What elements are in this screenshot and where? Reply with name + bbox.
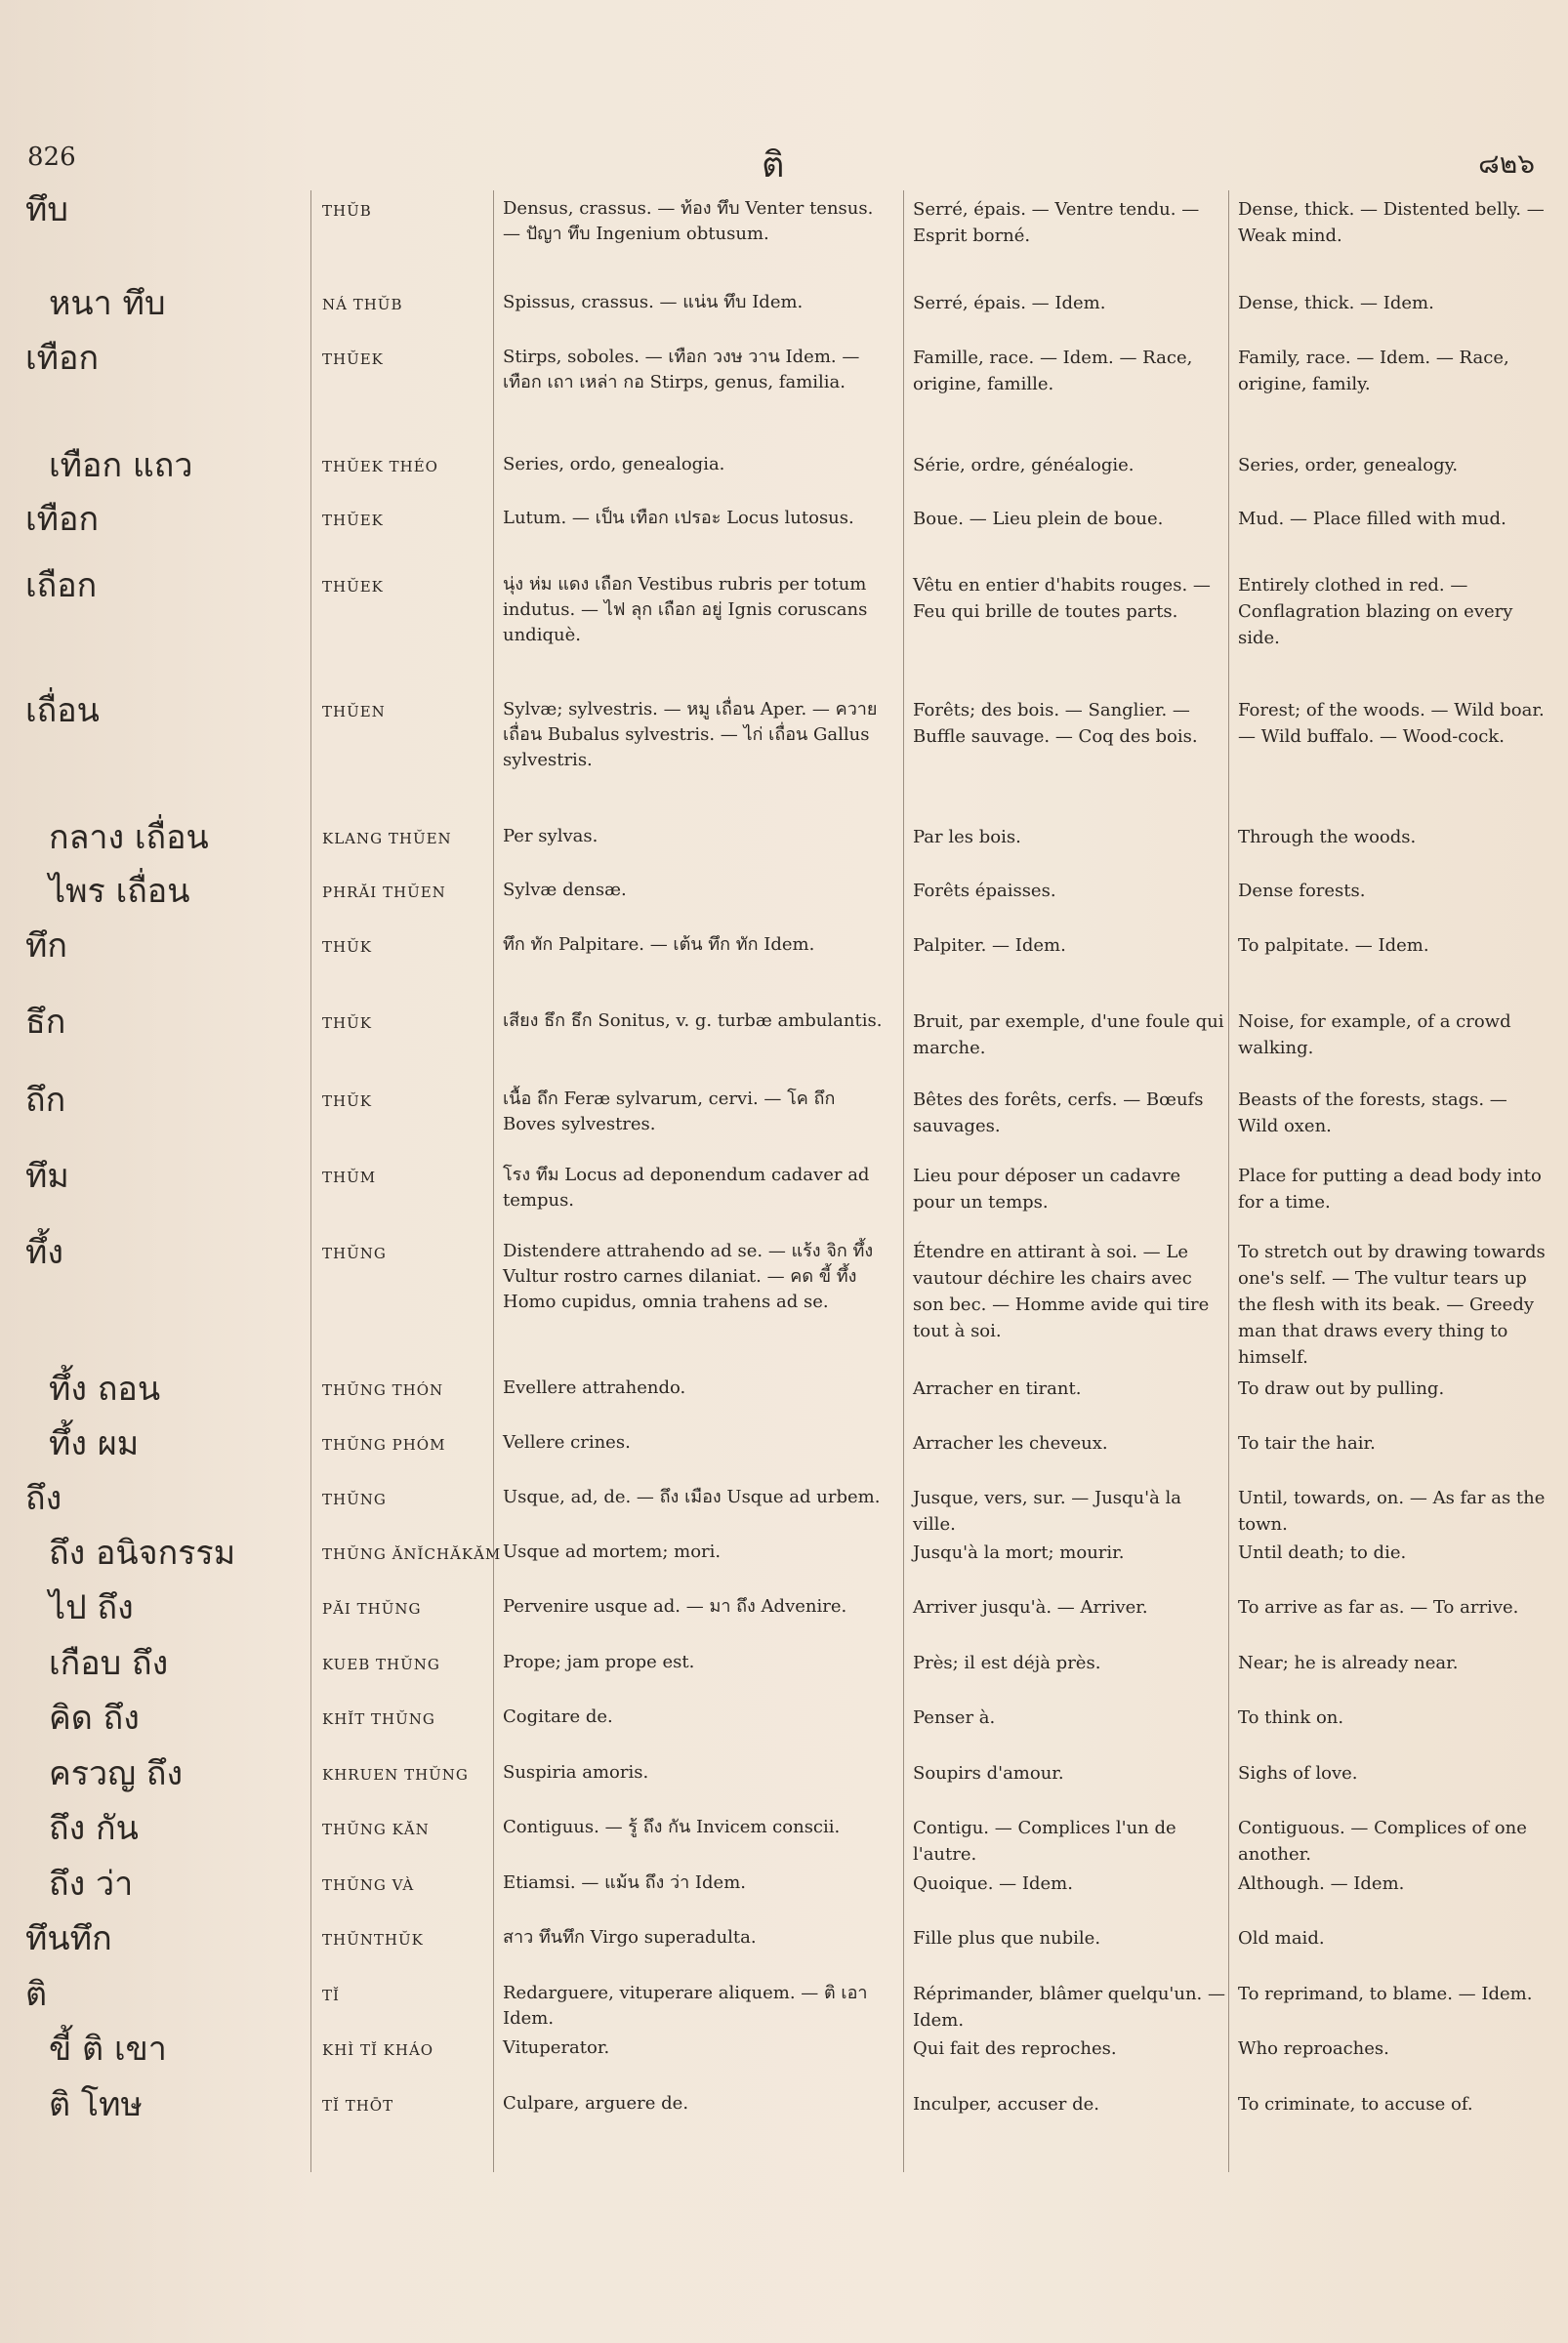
french-definition: Fille plus que nubile. <box>913 1928 1101 1949</box>
entry-row <box>0 339 1568 446</box>
thai-headword: เถือก <box>25 566 98 605</box>
latin-definition: Sylvæ densæ. <box>503 880 627 900</box>
entry-row <box>0 1424 1568 1479</box>
entry-list <box>0 190 1568 2140</box>
french-definition: Contigu. — Complices l'un de l'autre. <box>913 1818 1176 1865</box>
entry-row <box>0 1975 1568 2030</box>
french-definition: Serré, épais. — Ventre tendu. — Esprit borné. <box>913 199 1200 246</box>
french-definition: Près; il est déjà près. <box>913 1653 1101 1673</box>
french-definition: Famille, race. — Idem. — Race, origine, famille. <box>913 348 1193 394</box>
french-definition: Lieu pour déposer un cadavre pour un temps. <box>913 1166 1181 1213</box>
entry-row <box>0 1081 1568 1157</box>
entry-row <box>0 1699 1568 1754</box>
entry-row <box>0 872 1568 926</box>
entry-row <box>0 190 1568 284</box>
entry-row <box>0 1534 1568 1588</box>
french-definition: Étendre en attirant à soi. — Le vautour déchire les chairs avec son bec. — Homme avide qui tire tout à soi. <box>913 1242 1210 1341</box>
thai-headword: เกือบ ถึง <box>49 1644 169 1683</box>
thai-headword: ทึบ <box>25 190 68 229</box>
romanization: THŬK <box>322 938 372 956</box>
romanization: THŬK <box>322 1092 372 1110</box>
romanization: THŬK <box>322 1014 372 1032</box>
thai-headword: กลาง เถื่อน <box>49 818 209 857</box>
latin-definition: Vituperator. <box>503 2037 610 2058</box>
thai-headword: ทึก <box>25 926 67 966</box>
running-headword: ติ <box>762 145 785 185</box>
english-definition: Through the woods. <box>1238 827 1417 847</box>
english-definition: Sighs of love. <box>1238 1763 1358 1784</box>
romanization: THŬEK <box>322 512 384 529</box>
romanization: KHRUEN THŬNG <box>322 1766 469 1784</box>
latin-definition: Stirps, soboles. — เทือก วงษ วาน Idem. — เทือก เถา เหล่า กอ Stirps, genus, familia. <box>503 347 860 392</box>
english-definition: Contiguous. — Complices of one another. <box>1238 1818 1527 1865</box>
thai-headword: ทึม <box>25 1157 69 1196</box>
french-definition: Quoique. — Idem. <box>913 1873 1073 1894</box>
thai-page-number: ๘๒๖ <box>1478 147 1535 180</box>
thai-headword: เทือก แถว <box>49 446 193 485</box>
english-definition: Although. — Idem. <box>1238 1873 1405 1894</box>
english-definition: Family, race. — Idem. — Race, origine, family. <box>1238 348 1509 394</box>
french-definition: Jusqu'à la mort; mourir. <box>913 1542 1125 1563</box>
entry-row <box>0 1588 1568 1644</box>
thai-headword: เทือก <box>25 339 100 378</box>
romanization: THŬEK <box>322 350 384 368</box>
entry-row <box>0 2085 1568 2140</box>
entry-row <box>0 1233 1568 1370</box>
romanization: THŬNG <box>322 1245 387 1262</box>
entry-row <box>0 1865 1568 1919</box>
french-definition: Forêts; des bois. — Sanglier. — Buffle sauvage. — Coq des bois. <box>913 700 1198 747</box>
romanization: THŬNG KĂN <box>322 1821 430 1838</box>
entry-row <box>0 284 1568 339</box>
english-definition: To tair the hair. <box>1238 1433 1376 1454</box>
english-definition: To palpitate. — Idem. <box>1238 935 1429 956</box>
thai-headword: ทึ้ง ผม <box>49 1424 140 1463</box>
latin-definition: Sylvæ; sylvestris. — หมู เถื่อน Aper. — ควาย เถื่อน Bubalus sylvestris. — ไก่ เถื่อน Gallus sylvestris. <box>503 699 878 770</box>
french-definition: Penser à. <box>913 1707 996 1728</box>
english-definition: To reprimand, to blame. — Idem. <box>1238 1984 1533 2004</box>
french-definition: Palpiter. — Idem. <box>913 935 1066 956</box>
french-definition: Vêtu en entier d'habits rouges. — Feu qui brille de toutes parts. <box>913 575 1211 622</box>
french-definition: Jusque, vers, sur. — Jusqu'à la ville. <box>913 1488 1182 1535</box>
english-definition: Entirely clothed in red. — Conflagration blazing on every side. <box>1238 575 1513 648</box>
romanization: THŬM <box>322 1169 377 1186</box>
thai-headword: ติ โทษ <box>49 2085 143 2124</box>
latin-definition: Distendere attrahendo ad se. — แร้ง จิก ทึ้ง Vultur rostro carnes dilaniat. — คด ขี้ ทึ้ง Homo cupidus, omnia trahens ad se. <box>503 1241 874 1312</box>
entry-row <box>0 1479 1568 1534</box>
romanization: KHÌ TĬ KHÁO <box>322 2041 434 2059</box>
entry-row <box>0 1003 1568 1081</box>
english-definition: Beasts of the forests, stags. — Wild oxen. <box>1238 1089 1507 1136</box>
french-definition: Bruit, par exemple, d'une foule qui marche. <box>913 1011 1224 1058</box>
english-definition: Near; he is already near. <box>1238 1653 1459 1673</box>
romanization: THŬB <box>322 202 372 220</box>
english-definition: Until, towards, on. — As far as the town. <box>1238 1488 1546 1535</box>
thai-headword: ธึก <box>25 1003 66 1042</box>
french-definition: Arracher en tirant. <box>913 1378 1082 1399</box>
entry-row <box>0 1919 1568 1975</box>
french-definition: Qui fait des reproches. <box>913 2038 1117 2059</box>
latin-definition: Usque, ad, de. — ถึง เมือง Usque ad urbem. <box>503 1487 881 1507</box>
romanization: TĬ <box>322 1987 340 2004</box>
french-definition: Arracher les cheveux. <box>913 1433 1108 1454</box>
entry-row <box>0 1754 1568 1809</box>
thai-headword: ถึง <box>25 1479 62 1518</box>
english-definition: To arrive as far as. — To arrive. <box>1238 1597 1519 1618</box>
entry-row <box>0 1809 1568 1865</box>
entry-row <box>0 446 1568 500</box>
entry-row <box>0 691 1568 818</box>
latin-definition: โรง ทึม Locus ad deponendum cadaver ad tempus. <box>503 1165 870 1211</box>
thai-headword: ทึ้ง <box>25 1233 64 1272</box>
romanization: THŬNG VÀ <box>322 1876 415 1894</box>
latin-definition: Usque ad mortem; mori. <box>503 1541 722 1562</box>
french-definition: Par les bois. <box>913 827 1021 847</box>
french-definition: Bêtes des forêts, cerfs. — Bœufs sauvages. <box>913 1089 1204 1136</box>
latin-definition: Culpare, arguere de. <box>503 2093 689 2114</box>
page-header <box>0 137 1568 185</box>
romanization: THŬNG PHÓM <box>322 1436 446 1454</box>
latin-definition: Cogitare de. <box>503 1706 613 1727</box>
thai-headword: หนา ทึบ <box>49 284 166 323</box>
english-definition: Mud. — Place filled with mud. <box>1238 509 1506 529</box>
latin-definition: Etiamsi. — แม้น ถึง ว่า Idem. <box>503 1872 747 1893</box>
entry-row <box>0 566 1568 691</box>
latin-definition: Evellere attrahendo. <box>503 1377 686 1398</box>
thai-headword: เทือก <box>25 500 100 539</box>
entry-row <box>0 2030 1568 2085</box>
english-definition: Place for putting a dead body into for a time. <box>1238 1166 1542 1213</box>
romanization: KUEB THŬNG <box>322 1656 440 1673</box>
english-definition: Forest; of the woods. — Wild boar. — Wild buffalo. — Wood-cock. <box>1238 700 1545 747</box>
english-definition: Dense forests. <box>1238 881 1366 901</box>
page-number: 826 <box>27 143 76 172</box>
romanization: PĂI THŬNG <box>322 1600 422 1618</box>
thai-headword: เถื่อน <box>25 691 100 730</box>
thai-headword: ทึ้ง ถอน <box>49 1370 161 1409</box>
latin-definition: Pervenire usque ad. — มา ถึง Advenire. <box>503 1596 847 1617</box>
thai-headword: ขี้ ติ เขา <box>49 2030 167 2069</box>
entry-row <box>0 818 1568 872</box>
english-definition: To criminate, to accuse of. <box>1238 2094 1473 2115</box>
romanization: THŬNG THÓN <box>322 1381 444 1399</box>
latin-definition: Prope; jam prope est. <box>503 1652 695 1672</box>
french-definition: Soupirs d'amour. <box>913 1763 1064 1784</box>
english-definition: Noise, for example, of a crowd walking. <box>1238 1011 1511 1058</box>
romanization: THŬNG <box>322 1491 387 1508</box>
romanization: NÁ THŬB <box>322 296 403 313</box>
latin-definition: สาว ทึนทึก Virgo superadulta. <box>503 1927 757 1948</box>
french-definition: Forêts épaisses. <box>913 881 1056 901</box>
latin-definition: Redarguere, vituperare aliquem. — ติ เอา Idem. <box>503 1983 868 2029</box>
thai-headword: ถึง อนิจกรรม <box>49 1534 236 1573</box>
french-definition: Serré, épais. — Idem. <box>913 293 1106 313</box>
english-definition: Who reproaches. <box>1238 2038 1389 2059</box>
latin-definition: ทึก ทัก Palpitare. — เต้น ทึก ทัก Idem. <box>503 934 815 955</box>
french-definition: Série, ordre, généalogie. <box>913 455 1135 475</box>
thai-headword: ติ <box>25 1975 48 2014</box>
latin-definition: Vellere crines. <box>503 1432 631 1453</box>
romanization: PHRĂI THŬEN <box>322 884 446 901</box>
entry-row <box>0 1644 1568 1699</box>
english-definition: Series, order, genealogy. <box>1238 455 1459 475</box>
romanization: TĬ THŌT <box>322 2097 394 2115</box>
romanization: KHĬT THŬNG <box>322 1710 435 1728</box>
latin-definition: Spissus, crassus. — แน่น ทึบ Idem. <box>503 292 804 312</box>
thai-headword: ถึง ว่า <box>49 1865 134 1904</box>
entry-row <box>0 926 1568 1003</box>
romanization: KLANG THŬEN <box>322 830 452 847</box>
latin-definition: Series, ordo, genealogia. <box>503 454 725 474</box>
thai-headword: ถึก <box>25 1081 66 1120</box>
latin-definition: Suspiria amoris. <box>503 1762 649 1783</box>
thai-headword: คิด ถึง <box>49 1699 140 1738</box>
latin-definition: Lutum. — เป็น เทือก เปรอะ Locus lutosus. <box>503 508 854 528</box>
french-definition: Réprimander, blâmer quelqu'un. — Idem. <box>913 1984 1226 2031</box>
entry-row <box>0 1370 1568 1424</box>
entry-row <box>0 1157 1568 1233</box>
french-definition: Inculper, accuser de. <box>913 2094 1099 2115</box>
thai-headword: ทึนทึก <box>25 1919 112 1958</box>
romanization: THŬNTHŬK <box>322 1931 424 1949</box>
english-definition: Dense, thick. — Idem. <box>1238 293 1434 313</box>
thai-headword: ถึง กัน <box>49 1809 139 1848</box>
thai-headword: ไพร เถื่อน <box>49 872 190 911</box>
entry-row <box>0 500 1568 566</box>
latin-definition: Contiguus. — รู้ ถึง กัน Invicem conscii. <box>503 1817 841 1837</box>
thai-headword: ไป ถึง <box>49 1588 134 1627</box>
latin-definition: Per sylvas. <box>503 826 598 846</box>
french-definition: Boue. — Lieu plein de boue. <box>913 509 1164 529</box>
thai-headword: ครวญ ถึง <box>49 1754 184 1793</box>
english-definition: Old maid. <box>1238 1928 1325 1949</box>
english-definition: Dense, thick. — Distented belly. — Weak mind. <box>1238 199 1545 246</box>
romanization: THŬEK <box>322 578 384 596</box>
romanization: THŬEK THÉO <box>322 458 438 475</box>
latin-definition: เสียง ธึก ธึก Sonitus, v. g. turbæ ambulantis. <box>503 1010 883 1031</box>
romanization: THŬNG ĂNĬCHĂKĂM <box>322 1545 502 1563</box>
french-definition: Arriver jusqu'à. — Arriver. <box>913 1597 1148 1618</box>
english-definition: To draw out by pulling. <box>1238 1378 1445 1399</box>
romanization: THŬEN <box>322 703 386 720</box>
english-definition: To stretch out by drawing towards one's self. — The vultur tears up the flesh with its beak. — Greedy man that draws every thing to himself. <box>1238 1242 1546 1368</box>
english-definition: Until death; to die. <box>1238 1542 1407 1563</box>
latin-definition: นุ่ง ห่ม แดง เถือก Vestibus rubris per totum indutus. — ไฟ ลุก เถือก อยู่ Ignis coruscans undiquè. <box>503 574 868 645</box>
latin-definition: Densus, crassus. — ท้อง ทึบ Venter tensus. — ปัญา ทึบ Ingenium obtusum. <box>503 198 874 244</box>
latin-definition: เนื้อ ถึก Feræ sylvarum, cervi. — โค ถึก Boves sylvestres. <box>503 1089 836 1134</box>
english-definition: To think on. <box>1238 1707 1344 1728</box>
